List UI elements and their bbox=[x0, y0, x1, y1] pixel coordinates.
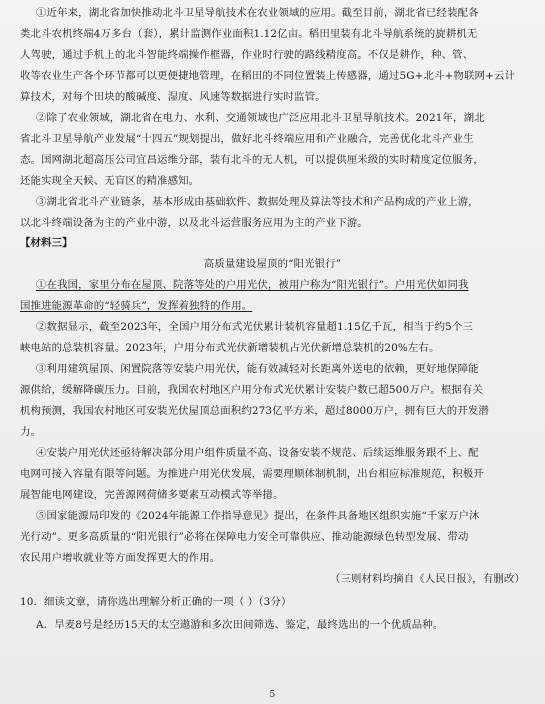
paragraph-line: 国推进能源革命的“轻骑兵”，发挥着独特的作用。 bbox=[20, 300, 253, 312]
paragraph-line: 机构预测，我国农村地区可安装光伏屋顶总面积约273亿平方米，超过8000万户，拥有巨大的开发潜 bbox=[20, 405, 489, 417]
paragraph-line: 算技术，对每个田块的酸碱度、湿度、风速等数据进行实时监管。 bbox=[20, 91, 326, 103]
paragraph-line: ①近年来，湖北省加快推动北斗卫星导航技术在农业领域的应用。截至目前，湖北省已经装配各 bbox=[36, 7, 479, 19]
paragraph-line: 态。国网湖北超高压公司宜昌运维分部，装有北斗的无人机，可以提供厘米级的实时精度定位服务， bbox=[20, 154, 484, 166]
paragraph-line: 光行动”。更多高质量的“阳光银行”必将在保障电力安全可靠供应、推动能源绿色转型发展、带动 bbox=[20, 531, 469, 543]
paragraph-line: 还能实现全天候、无盲区的精准感知。 bbox=[20, 175, 200, 187]
page-number: 5 bbox=[269, 690, 276, 700]
paragraph-line: ①在我国，家里分布在屋顶、院落等处的户用光伏，被用户称为“阳光银行”。户用光伏如同我 bbox=[36, 279, 469, 291]
paragraph-line: 峡电站的总装机容量。2023年，户用分布式光伏新增装机占光伏新增总装机的20%左右。 bbox=[20, 342, 440, 354]
source-note: （三则材料均摘自《人民日报》，有删改） bbox=[329, 573, 525, 585]
paragraph-line: 以北斗终端设备为主的产业中游，以及北斗运营服务应用为主的产业下游。 bbox=[20, 217, 368, 229]
paragraph-line: 电网可接入容量有限等问题。为推进户用光伏发展，需要理顺体制机制，出台相应标准规范，积极开 bbox=[20, 468, 484, 480]
paragraph-line: 展智能电网建设，完善源网荷储多要素互动模式等举措。 bbox=[20, 489, 284, 501]
paragraph-line: 收等农业生产各个环节都可以更便捷地管理，在稻田的不同位置装上传感器，通过5G+北斗+物联网+云计 bbox=[20, 70, 516, 82]
paragraph-line: 类北斗农机终端4万多台（套），累计监测作业面积1.12亿亩。稻田里装有北斗导航系统的旋耕机无 bbox=[20, 28, 478, 40]
paragraph-line: ④安装户用光伏还亟待解决部分用户组件质量不高、设备安装不规范、后续运维服务跟不上、配 bbox=[36, 447, 479, 459]
paragraph-line: 农民用户增收就业等方面发挥更大的作用。 bbox=[20, 552, 221, 564]
paragraph-line: 人驾驶，通过手机上的北斗智能终端操作框器，作业时行驶的路线精度高。不仅是耕作，种、管、 bbox=[20, 49, 474, 61]
paragraph-line: ②除了农业领域，湖北省在电力、水利、交通领域也广泛应用北斗卫星导航技术。2021年，湖北 bbox=[36, 112, 485, 124]
paragraph-line: 力。 bbox=[20, 426, 42, 438]
question-stem: 10．细读文章，请你选出理解分析正确的一项（ ）（3分） bbox=[20, 596, 292, 608]
article-title: 高质量建设屋顶的“阳光银行” bbox=[203, 258, 342, 270]
paragraph-line: 省北斗卫星导航产业发展“十四五”规划提出，做好北斗终端应用和产业融合，完善优化北斗产业生 bbox=[20, 133, 474, 145]
paragraph-line: ②数据显示，截至2023年，全国户用分布式光伏累计装机容量超1.15亿千瓦，相当于约5个三 bbox=[36, 321, 473, 333]
paragraph-line: ③利用建筑屋顶、闲置院落等安装户用光伏，能有效减轻对长距离外送电的依赖，更好地保障能 bbox=[36, 363, 479, 375]
paragraph-line: ⑤国家能源局印发的《2024年能源工作指导意见》提出，在条件具备地区组织实施“千家万户沐 bbox=[36, 510, 480, 522]
material-heading: 【材料三】 bbox=[20, 237, 73, 249]
option-a: A．旱麦8号是经历15天的太空遨游和多次田间筛选、鉴定，最终选出的一个优质品种。 bbox=[36, 619, 444, 631]
paragraph-line: 源供给，缓解降碳压力。目前，我国农村地区户用分布式光伏累计安装户数已超500万户。根据有关 bbox=[20, 384, 483, 396]
paragraph-line: ③湖北省北斗产业链条，基本形成由基础软件、数据处理及算法等技术和产品构成的产业上游， bbox=[36, 196, 479, 208]
